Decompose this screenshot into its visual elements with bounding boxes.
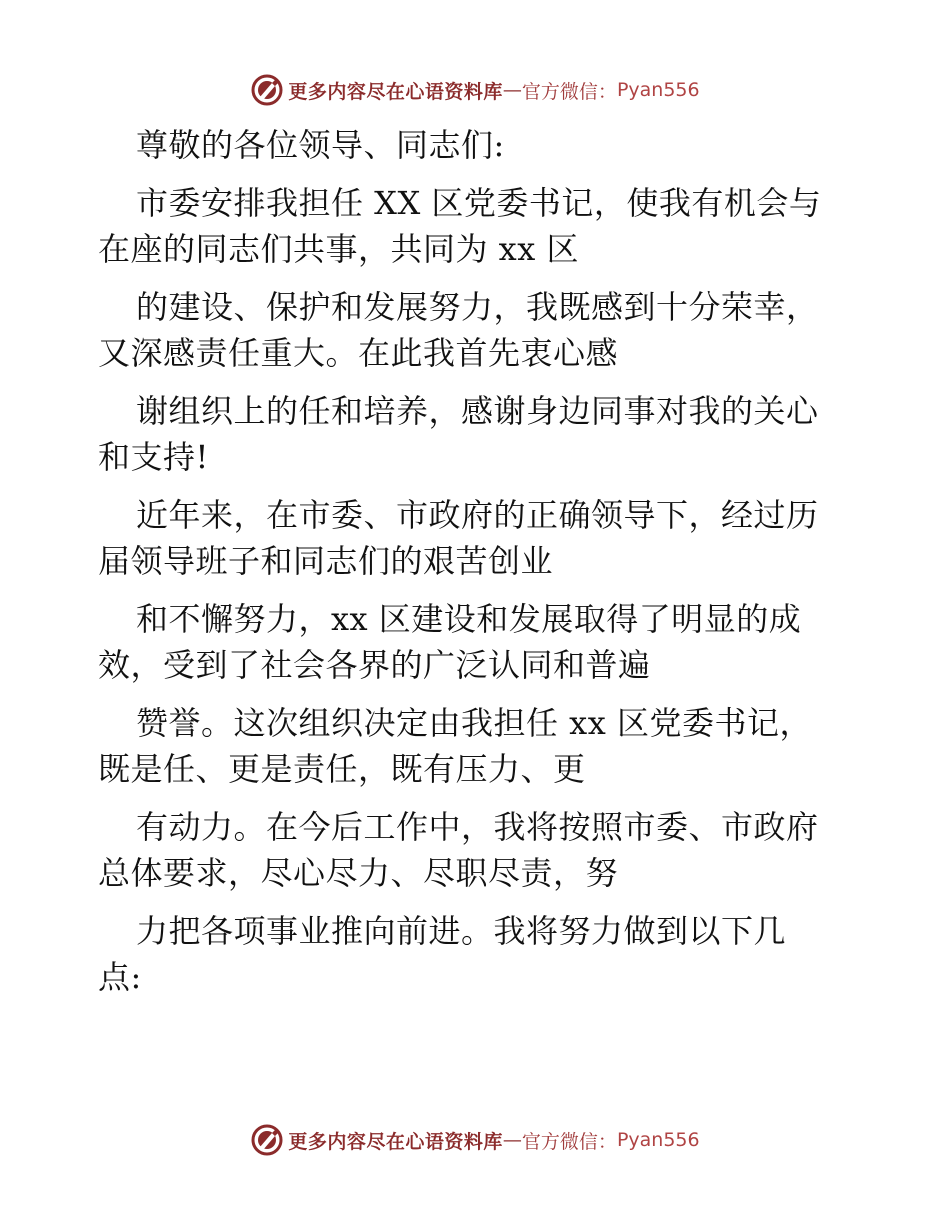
document-body [98, 122, 858, 1000]
text-line: 有动力。在今后工作中，我将按照市委、市政府 [136, 808, 819, 846]
text-line: 近年来，在市委、市政府的正确领导下，经过历 [136, 496, 819, 534]
banner-brand-text: 更多内容尽在心语资料库 [288, 1130, 503, 1153]
text-line: 既是任、更是责任，既有压力、更 [98, 750, 586, 788]
text-line: 和支持! [98, 438, 209, 476]
banner-wechat-label: 官方微信： [521, 1130, 617, 1153]
footer-banner [0, 1120, 950, 1160]
banner-brand-text: 更多内容尽在心语资料库 [288, 80, 503, 103]
banner-dash: — [502, 1129, 522, 1151]
pen-circle-logo-icon [250, 1123, 284, 1157]
text-line: 赞誉。这次组织决定由我担任 xx 区党委书记， [136, 704, 812, 742]
text-line: 效，受到了社会各界的广泛认同和普遍 [98, 646, 651, 684]
text-line: 谢组织上的任和培养，感谢身边同事对我的关心 [136, 392, 819, 430]
text-line: 在座的同志们共事，共同为 xx 区 [98, 230, 579, 268]
text-line: 的建设、保护和发展努力，我既感到十分荣幸， [136, 288, 819, 326]
banner-wechat-id: Pyan556 [616, 1129, 700, 1151]
text-line: 点: [98, 958, 142, 996]
salutation-line: 尊敬的各位领导、同志们: [136, 126, 505, 164]
text-line: 又深感责任重大。在此我首先衷心感 [98, 334, 619, 372]
banner-wechat-label: 官方微信： [521, 80, 617, 103]
text-line: 市委安排我担任 XX 区党委书记，使我有机会与 [136, 184, 822, 222]
banner-wechat-id: Pyan556 [616, 79, 700, 101]
banner-dash: — [502, 79, 522, 101]
header-banner [0, 70, 950, 110]
pen-circle-logo-icon [250, 73, 284, 107]
text-line: 和不懈努力，xx 区建设和发展取得了明显的成 [136, 600, 802, 638]
text-line: 总体要求，尽心尽力、尽职尽责，努 [98, 854, 619, 892]
text-line: 届领导班子和同志们的艰苦创业 [98, 542, 554, 580]
text-line: 力把各项事业推向前进。我将努力做到以下几 [136, 912, 787, 950]
